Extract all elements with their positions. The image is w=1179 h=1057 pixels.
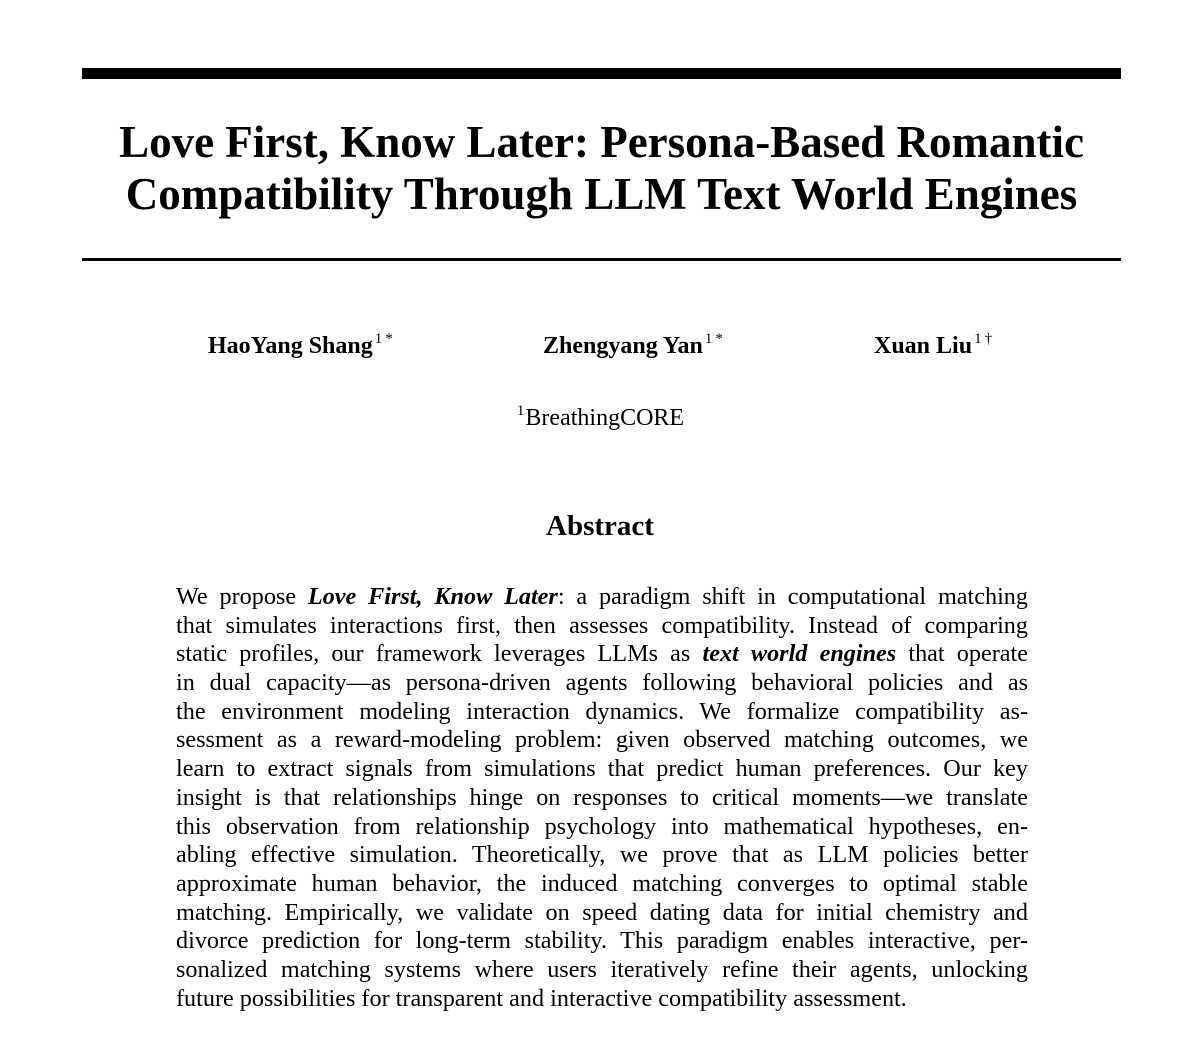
abstract-text: that operate [896,640,1028,668]
abstract-line [176,640,1028,669]
author-3-marks: 1 † [974,331,993,347]
author-1-name: HaoYang Shang [208,333,373,359]
author-2-name: Zhengyang Yan [543,333,703,359]
author-3 [874,333,992,360]
abstract-heading: Abstract [546,510,654,542]
abstract-line [176,583,1028,612]
abstract-text: : a paradigm shift in computational matching [557,583,1028,610]
abstract-line: abling effective simulation. Theoretically, we prove that as LLM policies better [176,841,1028,869]
abstract-line: sessment as a reward-modeling problem: given observed matching outcomes, we [176,726,1028,754]
emphasis-title: Love First, Know Later [307,583,558,610]
affiliation [0,405,1179,432]
abstract-line: matching. Empirically, we validate on speed dating data for initial chemistry and [176,898,1028,926]
emphasis-term: text world engines [702,640,897,668]
abstract-body [176,583,1028,1013]
abstract-line: approximate human behavior, the induced matching converges to optimal stable [176,869,1028,897]
abstract-line: divorce prediction for long-term stability. This paradigm enables interactive, per- [176,927,1028,955]
abstract-line: in dual capacity—as persona-driven agents following behavioral policies and as [176,669,1028,697]
abstract-line: learn to extract signals from simulations that predict human preferences. Our key [176,755,1028,783]
abstract-text: We propose [176,583,308,610]
abstract-text: static profiles, our framework leverages LLMs as [176,640,703,668]
abstract-line: insight is that relationships hinge on responses to critical moments—we translate [176,783,1028,811]
abstract-line: future possibilities for transparent and interactive compatibility assessment. [176,984,907,1012]
abstract-line: that simulates interactions first, then assesses compatibility. Instead of comparing [176,611,1028,639]
title-line-2: Compatibility Through LLM Text World Engines [125,169,1078,219]
affiliation-mark: 1 [516,403,525,419]
author-1-marks: 1 * [374,331,393,347]
author-1 [208,333,393,360]
author-2-marks: 1 * [704,331,723,347]
author-list [0,333,1179,365]
abstract-line: this observation from relationship psychology into mathematical hypotheses, en- [176,812,1028,840]
affiliation-name: BreathingCORE [525,405,685,431]
abstract-line: sonalized matching systems where users iteratively refine their agents, unlocking [176,955,1028,983]
title-bottom-rule [82,258,1121,261]
author-3-name: Xuan Liu [874,333,973,359]
paper-title [82,116,1121,220]
author-2 [543,333,723,360]
title-line-1: Love First, Know Later: Persona-Based Romantic [119,117,1084,167]
title-top-rule [82,68,1121,79]
abstract-line: the environment modeling interaction dynamics. We formalize compatibility as- [176,697,1028,725]
